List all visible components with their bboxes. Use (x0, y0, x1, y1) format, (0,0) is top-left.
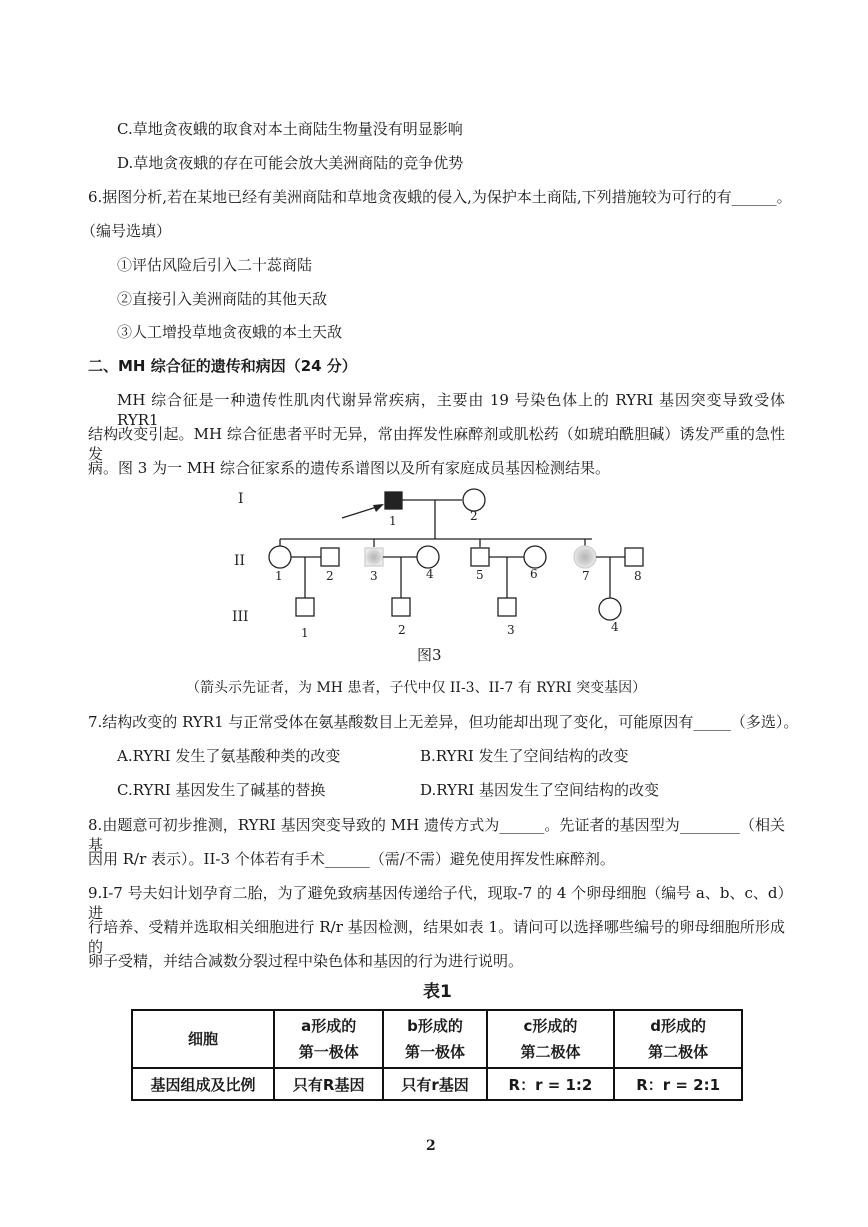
gen2-female-7-carrier (574, 546, 596, 568)
table-rowheader-genes: 基因组成及比例 (132, 1068, 274, 1100)
q7-option-d: D.RYRI 基因发生了空间结构的改变 (420, 781, 659, 799)
table-title: 表1 (423, 982, 452, 1002)
option-d-prev: D.草地贪夜蛾的存在可能会放大美洲商陆的竞争优势 (117, 154, 464, 172)
gen2-label-6: 6 (530, 567, 538, 581)
q6-item-2: ②直接引入美洲商陆的其他天敌 (117, 290, 328, 308)
q9-line-2: 行培养、受精并选取相关细胞进行 R/r 基因检测，结果如表 1。请问可以选择哪些编号的卵母细胞所形成的 (88, 918, 785, 956)
gen2-male-5 (471, 548, 489, 566)
gen2-label-7: 7 (582, 569, 590, 583)
gen3-female-4 (599, 598, 621, 620)
q9-line-3: 卵子受精，并结合减数分裂过程中染色体和基因的行为进行说明。 (88, 952, 524, 970)
gen2-male-3-carrier (365, 548, 383, 566)
gen1-male-proband (385, 492, 402, 509)
q6-item-1: ①评估风险后引入二十蕊商陆 (117, 256, 313, 274)
gen2-label-5: 5 (476, 568, 484, 582)
q7-option-b: B.RYRI 发生了空间结构的改变 (420, 747, 629, 765)
table-header-c: c形成的 第二极体 (487, 1010, 615, 1068)
q7-option-c: C.RYRI 基因发生了碱基的替换 (117, 781, 326, 799)
pedigree-figure (230, 478, 670, 648)
gen2-female-6 (524, 546, 546, 568)
q6-note: （编号选填） (81, 222, 172, 240)
table-rowheader-cell: 细胞 (132, 1010, 274, 1068)
gen2-label-1: 1 (275, 569, 283, 583)
gen-label-3: III (232, 609, 249, 625)
table-header-d: d形成的 第二极体 (614, 1010, 742, 1068)
table-1 (131, 1009, 743, 1101)
table-value-d: R：r = 2:1 (614, 1068, 742, 1100)
gen2-label-4: 4 (426, 567, 434, 581)
gen-label-2: II (234, 553, 246, 569)
gen1-label-1: 1 (389, 514, 397, 528)
section-heading: 二、MH 综合征的遗传和病因（24 分） (88, 357, 357, 375)
figure-title: 图3 (417, 646, 442, 664)
gen1-female-2 (463, 489, 485, 511)
gen3-label-1: 1 (301, 626, 309, 640)
gen2-label-3: 3 (370, 569, 378, 583)
gen2-male-2 (321, 548, 339, 566)
gen2-female-4 (417, 546, 439, 568)
gen2-female-1 (269, 546, 291, 568)
q7-option-a: A.RYRI 发生了氨基酸种类的改变 (117, 747, 341, 765)
proband-arrow (373, 504, 384, 512)
q8-line-1: 8.由题意可初步推测，RYRI 基因突变导致的 MH 遗传方式为______。先证者的基因型为________（相关基 (88, 816, 785, 854)
table-value-c: R：r = 1:2 (487, 1068, 615, 1100)
table-value-b: 只有r基因 (383, 1068, 486, 1100)
table-value-a: 只有R基因 (274, 1068, 383, 1100)
gen3-male-1 (296, 598, 314, 616)
gen3-male-2 (392, 598, 410, 616)
gen3-label-4: 4 (611, 620, 619, 634)
q6-stem: 6.据图分析,若在某地已经有美洲商陆和草地贪夜蛾的侵入,为保护本土商陆,下列措施较为可行的有______。 (88, 188, 792, 206)
gen3-label-2: 2 (398, 623, 406, 637)
gen2-label-2: 2 (326, 569, 334, 583)
table-header-b: b形成的 第一极体 (383, 1010, 486, 1068)
table-header-a: a形成的 第一极体 (274, 1010, 383, 1068)
gen-label-1: I (238, 491, 244, 507)
intro-line-3: 病。图 3 为一 MH 综合征家系的遗传系谱图以及所有家庭成员基因检测结果。 (88, 459, 611, 477)
intro-line-1: MH 综合征是一种遗传性肌肉代谢异常疾病，主要由 19 号染色体上的 RYRI 基因突变导致受体 RYR1 (117, 391, 785, 429)
gen3-male-3 (498, 598, 516, 616)
q8-line-2: 因用 R/r 表示）。II-3 个体若有手术______（需/不需）避免使用挥发性麻醉剂。 (88, 850, 615, 868)
gen2-male-8 (625, 548, 643, 566)
q9-line-1: 9.I-7 号夫妇计划孕育二胎，为了避免致病基因传递给子代，现取-7 的 4 个卵母细胞（编号 a、b、c、d）进 (88, 884, 785, 922)
option-c-prev: C.草地贪夜蛾的取食对本土商陆生物量没有明显影响 (117, 120, 463, 138)
q7-stem: 7.结构改变的 RYR1 与正常受体在氨基酸数目上无差异，但功能却出现了变化，可能原因有_____（多选）。 (88, 713, 799, 731)
gen1-label-2: 2 (470, 509, 478, 523)
q6-item-3: ③人工增投草地贪夜蛾的本土天敌 (117, 323, 343, 341)
gen2-label-8: 8 (634, 569, 642, 583)
intro-line-2: 结构改变引起。MH 综合征患者平时无异，常由挥发性麻醉剂或肌松药（如琥珀酰胆碱）诱发严重的急性发 (88, 425, 785, 463)
page-number: 2 (426, 1138, 436, 1154)
figure-caption: （箭头示先证者，为 MH 患者，子代中仅 II-3、II-7 有 RYRI 突变基因） (186, 680, 647, 696)
gen3-label-3: 3 (507, 623, 515, 637)
